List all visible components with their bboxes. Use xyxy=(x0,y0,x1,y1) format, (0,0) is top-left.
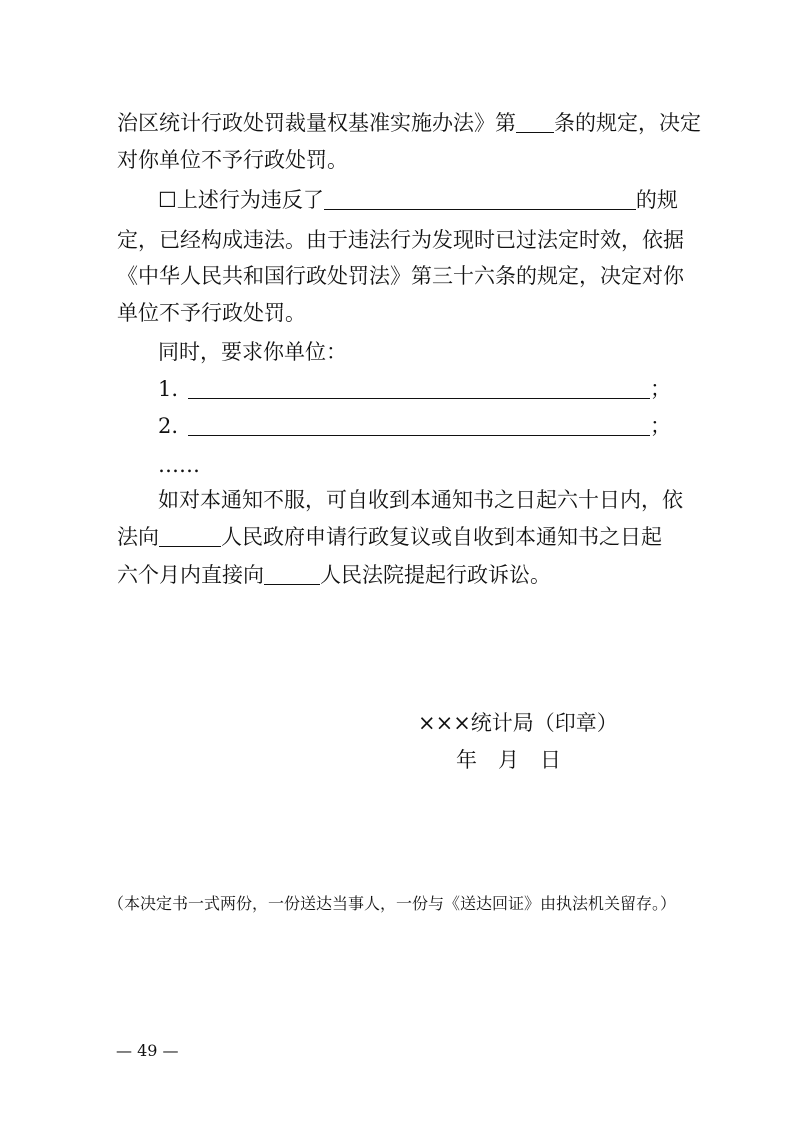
paragraph-line: 六个月内直接向 人民法院提起行政诉讼。 xyxy=(117,563,551,587)
list-item: 2. ； xyxy=(158,414,672,438)
court-blank xyxy=(264,564,320,585)
paragraph-line: ☐上述行为违反了 的规 xyxy=(158,188,678,212)
paragraph-line: 对你单位不予行政处罚。 xyxy=(117,148,348,172)
article-number-blank xyxy=(516,112,554,133)
issuing-authority: ×××统计局（印章） xyxy=(418,711,618,735)
government-blank xyxy=(159,526,221,547)
paragraph-line: 治区统计行政处罚裁量权基准实施办法》第 条的规定，决定 xyxy=(117,111,701,135)
paragraph-line: 定，已经构成违法。由于违法行为发现时已过法定时效，依据 xyxy=(117,228,684,252)
list-item: 1. ； xyxy=(158,377,672,401)
paragraph-line: 如对本通知不服，可自收到本通知书之日起六十日内，依 xyxy=(158,488,683,512)
paragraph-line: 《中华人民共和国行政处罚法》第三十六条的规定，决定对你 xyxy=(117,264,684,288)
issue-date: 年 月 日 xyxy=(456,748,561,772)
paragraph-line: 同时，要求你单位： xyxy=(158,340,347,364)
ellipsis: …… xyxy=(158,453,200,477)
footnote: （本决定书一式两份，一份送达当事人，一份与《送达回证》由执法机关留存。） xyxy=(108,894,677,913)
paragraph-line: 法向 人民政府申请行政复议或自收到本通知书之日起 xyxy=(117,525,662,549)
violated-provision-blank xyxy=(324,189,636,210)
paragraph-line: 单位不予行政处罚。 xyxy=(117,301,306,325)
requirement-blank-1 xyxy=(188,378,650,399)
page-number: — 49 — xyxy=(116,1041,179,1060)
requirement-blank-2 xyxy=(188,415,650,436)
